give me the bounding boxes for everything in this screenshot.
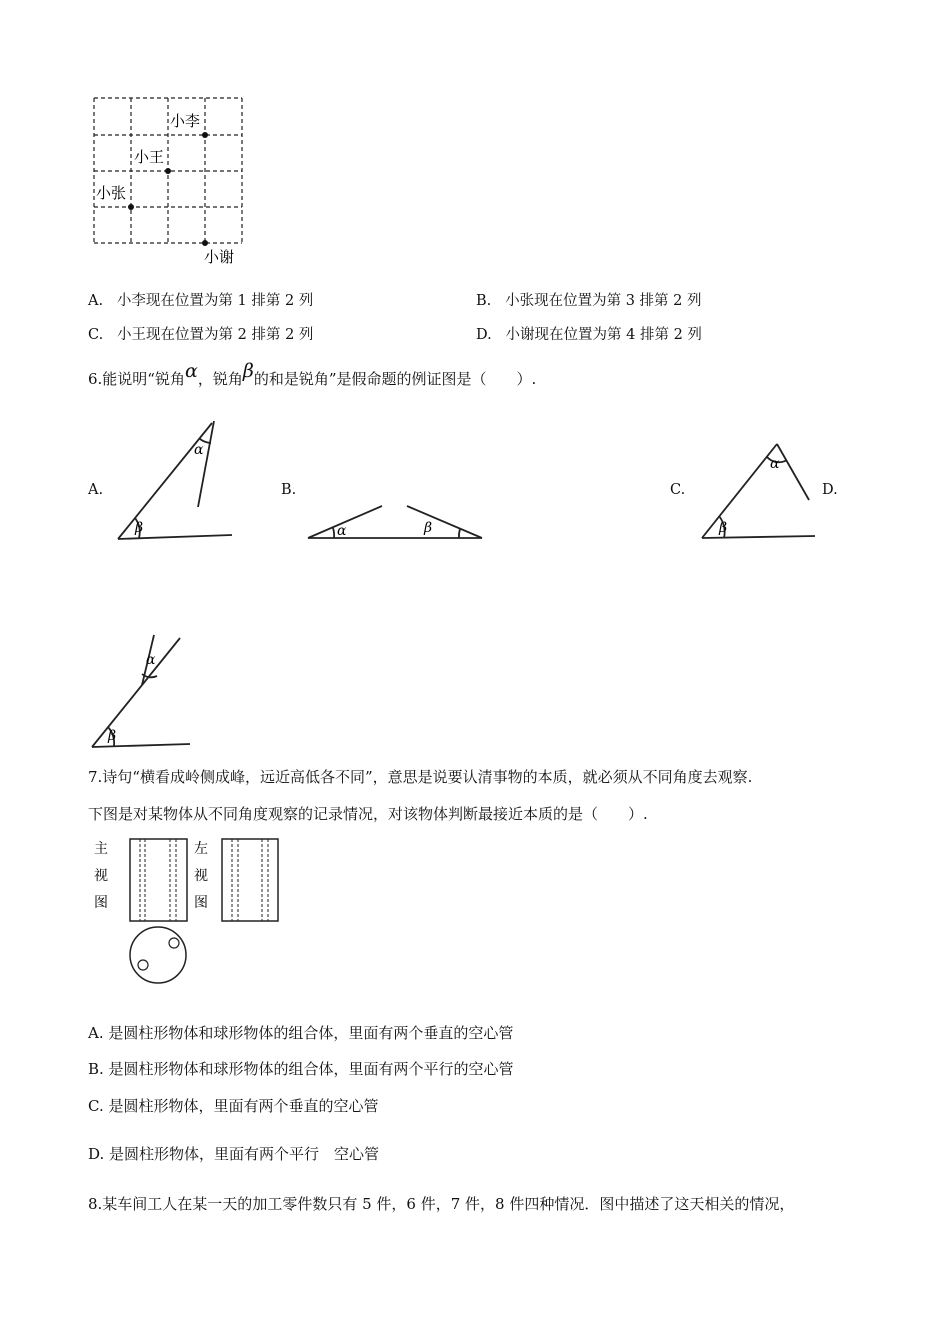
- left-view-label-char1: 左: [194, 841, 208, 857]
- figure-a-alpha-label: α: [194, 442, 204, 458]
- label-xiao-wang: 小王: [134, 148, 165, 166]
- point-xiao-wang: [165, 168, 171, 174]
- front-view-rect: [130, 839, 187, 921]
- q7-option-b: B. 是圆柱形物体和球形物体的组合体，里面有两个平行的空心管: [88, 1060, 514, 1078]
- q7-question-line2: 下图是对某物体从不同角度观察的记录情况，对该物体判断最接近本质的是（ ）.: [88, 805, 648, 823]
- q6-text-part2: ，锐角: [197, 370, 243, 388]
- q7-option-a: A. 是圆柱形物体和球形物体的组合体，里面有两个垂直的空心管: [88, 1024, 514, 1042]
- q6-figure-b: [302, 498, 492, 548]
- top-view-circle: [130, 927, 186, 983]
- figure-c-beta-label: β: [719, 520, 728, 536]
- figure-d-beta-label: β: [108, 728, 117, 744]
- q7-option-c: C. 是圆柱形物体，里面有两个垂直的空心管: [88, 1097, 379, 1115]
- left-view-label-char2: 视: [194, 868, 208, 884]
- q5-option-c-text: 小王现在位置为第 2 排第 2 列: [117, 327, 314, 343]
- label-xiao-zhang: 小张: [96, 184, 127, 202]
- point-xiao-zhang: [128, 204, 134, 210]
- q6-alpha-symbol: α: [184, 360, 198, 382]
- point-xiao-li: [202, 132, 208, 138]
- q5-option-d: [476, 323, 702, 344]
- figure-c-alpha-label: α: [770, 456, 780, 472]
- q5-option-d-text: 小谢现在位置为第 4 排第 2 列: [505, 327, 702, 343]
- q6-option-d-letter: D.: [822, 482, 838, 498]
- q5-option-b-letter: B.: [476, 293, 492, 309]
- figure-d-alpha-label: α: [146, 652, 156, 668]
- front-view-label-char2: 视: [94, 868, 108, 884]
- top-view-hole-2: [138, 960, 148, 970]
- top-view-hole-1: [169, 938, 179, 948]
- left-view-rect: [222, 839, 278, 921]
- front-view-label-char1: 主: [94, 841, 108, 857]
- q5-option-a: [88, 289, 313, 310]
- figure-b-alpha-label: α: [337, 523, 347, 539]
- q6-text-part3: 的和是锐角”是假命题的例证图是（ ）.: [253, 370, 537, 388]
- q6-option-a-letter: A.: [88, 482, 104, 498]
- q5-option-d-letter: D.: [476, 327, 492, 343]
- q8-question-line1: 8.某车间工人在某一天的加工零件数只有 5 件，6 件，7 件，8 件四种情况．图中描述了这天相关的情况，: [88, 1195, 795, 1213]
- q7-option-d: D. 是圆柱形物体，里面有两个平行 空心管: [88, 1145, 380, 1163]
- q6-beta-symbol: β: [242, 360, 254, 382]
- seating-grid-figure: [86, 90, 256, 268]
- label-xiao-xie: 小谢: [204, 248, 235, 266]
- figure-b-beta-label: β: [424, 520, 433, 536]
- q5-option-a-letter: A.: [88, 293, 104, 309]
- q6-figure-c: [695, 436, 825, 548]
- q6-figure-d: [84, 630, 199, 755]
- front-view-label-char3: 图: [94, 895, 108, 911]
- point-xiao-xie: [202, 240, 208, 246]
- q6-text-part1: 6.能说明“锐角: [88, 370, 185, 388]
- q5-option-b-text: 小张现在位置为第 3 排第 2 列: [505, 293, 702, 309]
- q5-option-c-letter: C.: [88, 327, 104, 343]
- figure-a-beta-label: β: [135, 520, 144, 536]
- q7-question-line1: 7.诗句“横看成岭侧成峰，远近高低各不同”，意思是说要认清事物的本质，就必须从不同角度去观察.: [88, 768, 753, 786]
- q6-option-c-letter: C.: [670, 482, 686, 498]
- q5-option-b: [476, 289, 701, 310]
- left-view-label-char3: 图: [194, 895, 208, 911]
- q6-question: [88, 360, 537, 389]
- q6-option-b-letter: B.: [281, 482, 297, 498]
- label-xiao-li: 小李: [170, 112, 201, 130]
- q6-figure-a: [110, 415, 240, 550]
- q5-option-c: [88, 323, 313, 344]
- q5-option-a-text: 小李现在位置为第 1 排第 2 列: [116, 293, 314, 309]
- q7-three-views-figure: [90, 833, 290, 988]
